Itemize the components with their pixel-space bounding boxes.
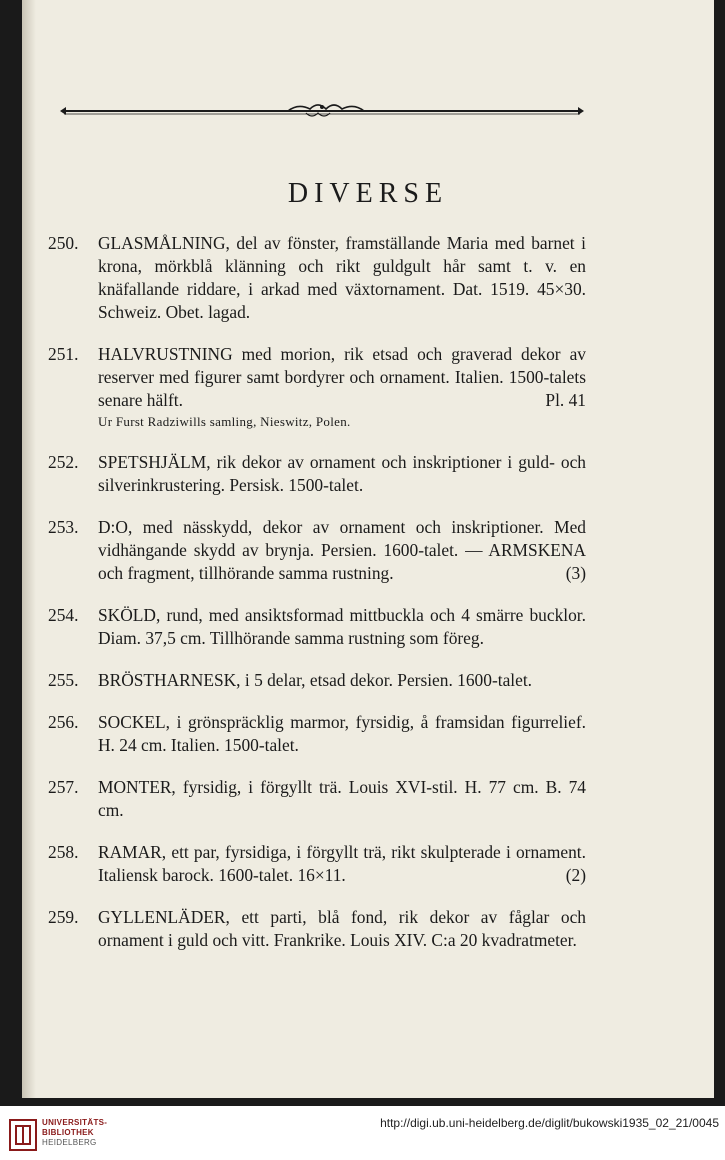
entry-number: 252. [48, 452, 79, 472]
quantity-reference: (2) [565, 865, 586, 885]
catalog-entries [48, 232, 586, 952]
library-name: UNIVERSITÄTS- BIBLIOTHEK HEIDELBERG [42, 1118, 108, 1147]
catalog-entry [48, 451, 586, 497]
page-gutter-shadow [22, 0, 36, 1098]
catalog-entry [48, 232, 586, 324]
catalog-entry [48, 343, 586, 432]
entry-number: 254. [48, 605, 79, 625]
catalog-entry [48, 906, 586, 952]
catalog-entry [48, 516, 586, 585]
entry-title: SKÖLD, [98, 605, 161, 625]
university-library-logo-icon [8, 1118, 38, 1152]
entry-number: 253. [48, 517, 79, 537]
entry-description: med morion, rik etsad och graverad dekor av reserver med figurer samt bordyrer och ornament. Italien. 1500-talets senare hälft. [98, 344, 586, 410]
entry-title: D:O, [98, 517, 133, 537]
source-url-link[interactable]: http://digi.ub.uni-heidelberg.de/diglit/bukowski1935_02_21/0045 [380, 1116, 719, 1130]
entry-description: i grönspräcklig marmor, fyrsidig, å framsidan figurrelief. H. 24 cm. Italien. 1500-talet. [98, 712, 586, 755]
section-heading: DIVERSE [287, 178, 449, 209]
provenance-note: Ur Furst Radziwills samling, Nieswitz, Polen. [98, 414, 351, 429]
quantity-reference: (3) [565, 563, 586, 583]
entry-description: i 5 delar, etsad dekor. Persien. 1600-talet. [244, 670, 533, 690]
plate-reference: Pl. 41 [545, 390, 586, 410]
entry-description: fyrsidig, i förgyllt trä. Louis XVI-stil. H. 77 cm. B. 74 cm. [98, 777, 586, 820]
entry-description: med nässkydd, dekor av ornament och inskriptioner. Med vidhängande skydd av brynja. Persien. 1600-talet. — ARMSKENA och fragment, tillhörande samma rustning. [98, 517, 586, 583]
entry-description: rik dekor av ornament och inskriptioner i guld- och silverinkrustering. Persisk. 1500-talet. [98, 452, 586, 495]
entry-title: GYLLENLÄDER, [98, 907, 230, 927]
entry-number: 255. [48, 670, 79, 690]
entry-number: 259. [48, 907, 79, 927]
entry-number: 256. [48, 712, 79, 732]
entry-number: 251. [48, 344, 79, 364]
entry-title: RAMAR, [98, 842, 167, 862]
entry-title: SPETSHJÄLM, [98, 452, 211, 472]
catalog-entry [48, 604, 586, 650]
entry-number: 258. [48, 842, 79, 862]
entry-title: BRÖSTHARNESK, [98, 670, 241, 690]
entry-number: 250. [48, 233, 79, 253]
catalog-entry [48, 711, 586, 757]
decorative-rule-ornament [58, 101, 586, 121]
entry-title: HALVRUSTNING [98, 344, 233, 364]
entry-title: SOCKEL, [98, 712, 170, 732]
entry-description: ett parti, blå fond, rik dekor av fåglar och ornament i guld och vitt. Frankrike. Louis XIV. C:a 20 kvadratmeter. [98, 907, 586, 950]
entry-title: GLASMÅLNING, [98, 233, 230, 253]
entry-number: 257. [48, 777, 79, 797]
catalog-entry [48, 841, 586, 887]
entry-title: MONTER, [98, 777, 176, 797]
entry-description: del av fönster, framställande Maria med barnet i krona, mörkblå klänning och rikt guldgult hår samt t. v. en knäfallande riddare, i arkad med växtornament. Dat. 1519. 45×30. Schweiz. Obet. lagad. [98, 233, 586, 322]
entry-description: ett par, fyrsidiga, i förgyllt trä, rikt skulpterade i ornament. Italiensk barock. 1600-talet. 16×11. [98, 842, 586, 885]
catalog-entry [48, 776, 586, 822]
entry-description: rund, med ansiktsformad mittbuckla och 4 smärre bucklor. Diam. 37,5 cm. Tillhörande samma rustning som föreg. [98, 605, 586, 648]
catalog-entry [48, 669, 586, 692]
footer-bar [0, 1106, 725, 1160]
